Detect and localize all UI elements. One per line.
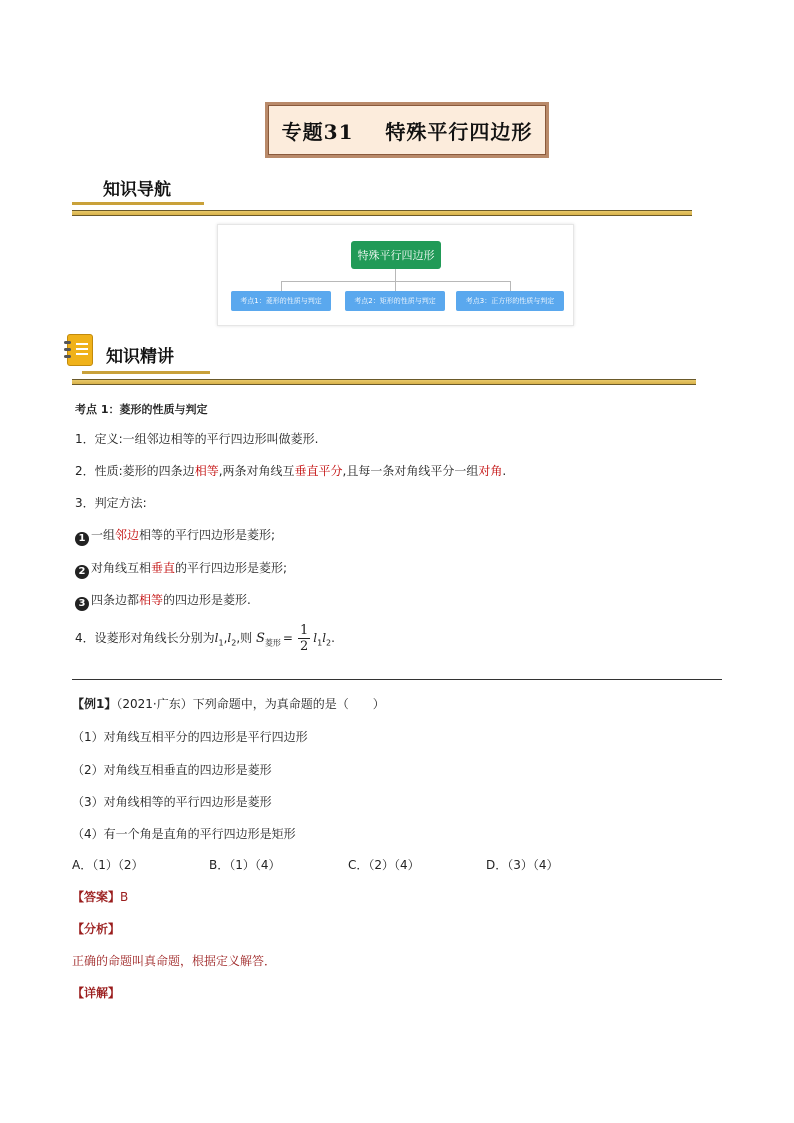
choice-option-b: B．（1）（4） — [209, 858, 281, 872]
answer-value: B — [120, 890, 129, 904]
text-span: 对角线互相 — [91, 561, 152, 575]
choice-option-d: D．（3）（4） — [486, 858, 559, 872]
highlight-text: 垂直平分 — [294, 464, 343, 478]
text-span: ,则 — [236, 631, 253, 645]
choice-option-a: A．（1）（2） — [72, 858, 144, 872]
analysis-text: 正确的命题叫真命题，根据定义解答． — [72, 954, 277, 968]
example-item: （3）对角线相等的平行四边形是菱形 — [72, 795, 272, 809]
mind-map-root: 特殊平行四边形 — [351, 241, 441, 269]
mind-map-leaf: 考点3：正方形的性质与判定 — [456, 291, 564, 311]
area-formula-line — [75, 620, 335, 661]
math-sub: 1 — [218, 638, 224, 648]
circled-number: 3 — [75, 597, 89, 611]
connector-line — [281, 281, 282, 291]
text-span: 4．设菱形对角线长分别为 — [75, 631, 215, 645]
connector-line — [395, 281, 396, 291]
highlight-text: 垂直 — [151, 561, 176, 575]
section-heading-nav: 知识导航 — [103, 180, 171, 200]
math-sub: 1 — [317, 638, 323, 648]
judge-item-2 — [75, 560, 287, 579]
text-span: . — [502, 464, 507, 478]
text-span: . — [331, 631, 335, 645]
math-var: l — [322, 631, 327, 645]
math-var: l — [313, 631, 318, 645]
notebook-icon — [67, 334, 93, 366]
example-heading — [72, 696, 385, 712]
fraction-numerator: 1 — [299, 623, 309, 638]
text-span: ,且每一条对角线平分一组 — [342, 464, 479, 478]
example-question: （2021·广东）下列命题中，为真命题的是（ ） — [116, 697, 385, 711]
text-span: 的平行四边形是菱形; — [175, 561, 288, 575]
text-span: , — [223, 631, 228, 645]
judge-item-1 — [75, 527, 275, 546]
mind-map-leaf: 考点2：矩形的性质与判定 — [345, 291, 445, 311]
property-line — [75, 463, 506, 479]
equals-sign: = — [282, 631, 293, 645]
text-span: 四条边都 — [91, 593, 140, 607]
connector-line — [510, 281, 511, 291]
section-heading-lecture: 知识精讲 — [106, 347, 174, 367]
fraction — [298, 623, 310, 654]
math-sub: 2 — [231, 638, 237, 648]
horizontal-divider — [72, 679, 722, 680]
page-title: 专题31 特殊平行四边形 — [268, 105, 546, 155]
highlight-text: 相等 — [194, 464, 219, 478]
example-item: （1）对角线互相平分的四边形是平行四边形 — [72, 730, 308, 744]
topic-label: 考点 1：菱形的性质与判定 — [75, 403, 208, 416]
text-span: 的四边形是菱形. — [163, 593, 251, 607]
example-tag: 【例1】 — [72, 697, 117, 711]
math-var: l — [214, 631, 219, 645]
title-box — [265, 102, 549, 158]
text-span: 2．性质:菱形的四条边 — [75, 464, 195, 478]
highlight-text: 相等 — [139, 593, 164, 607]
circled-number: 2 — [75, 565, 89, 579]
text-span: 相等的平行四边形是菱形; — [139, 528, 276, 542]
connector-line — [395, 269, 396, 281]
choice-option-c: C．（2）（4） — [348, 858, 420, 872]
analysis-tag: 【分析】 — [72, 922, 121, 936]
fraction-denominator: 2 — [299, 639, 309, 654]
definition-line: 1．定义:一组邻边相等的平行四边形叫做菱形. — [75, 432, 319, 446]
mind-map-leaf: 考点1：菱形的性质与判定 — [231, 291, 331, 311]
section-divider — [72, 210, 692, 216]
math-sub: 2 — [326, 638, 332, 648]
example-item: （4）有一个角是直角的平行四边形是矩形 — [72, 827, 296, 841]
section-divider — [72, 379, 696, 385]
mind-map — [217, 224, 574, 326]
answer-tag: 【答案】 — [72, 890, 121, 904]
judge-heading: 3．判定方法: — [75, 496, 147, 510]
highlight-text: 对角 — [478, 464, 503, 478]
example-item: （2）对角线互相垂直的四边形是菱形 — [72, 763, 272, 777]
math-var: l — [227, 631, 232, 645]
math-sub: 菱形 — [264, 638, 281, 648]
heading-underline — [82, 371, 210, 374]
heading-underline — [72, 202, 204, 205]
text-span: ,两条对角线互 — [218, 464, 295, 478]
text-span: 一组 — [91, 528, 116, 542]
highlight-text: 邻边 — [115, 528, 140, 542]
judge-item-3 — [75, 592, 251, 611]
math-var: S — [256, 631, 265, 646]
detail-tag: 【详解】 — [72, 986, 121, 1000]
answer-line — [72, 889, 128, 905]
circled-number: 1 — [75, 532, 89, 546]
